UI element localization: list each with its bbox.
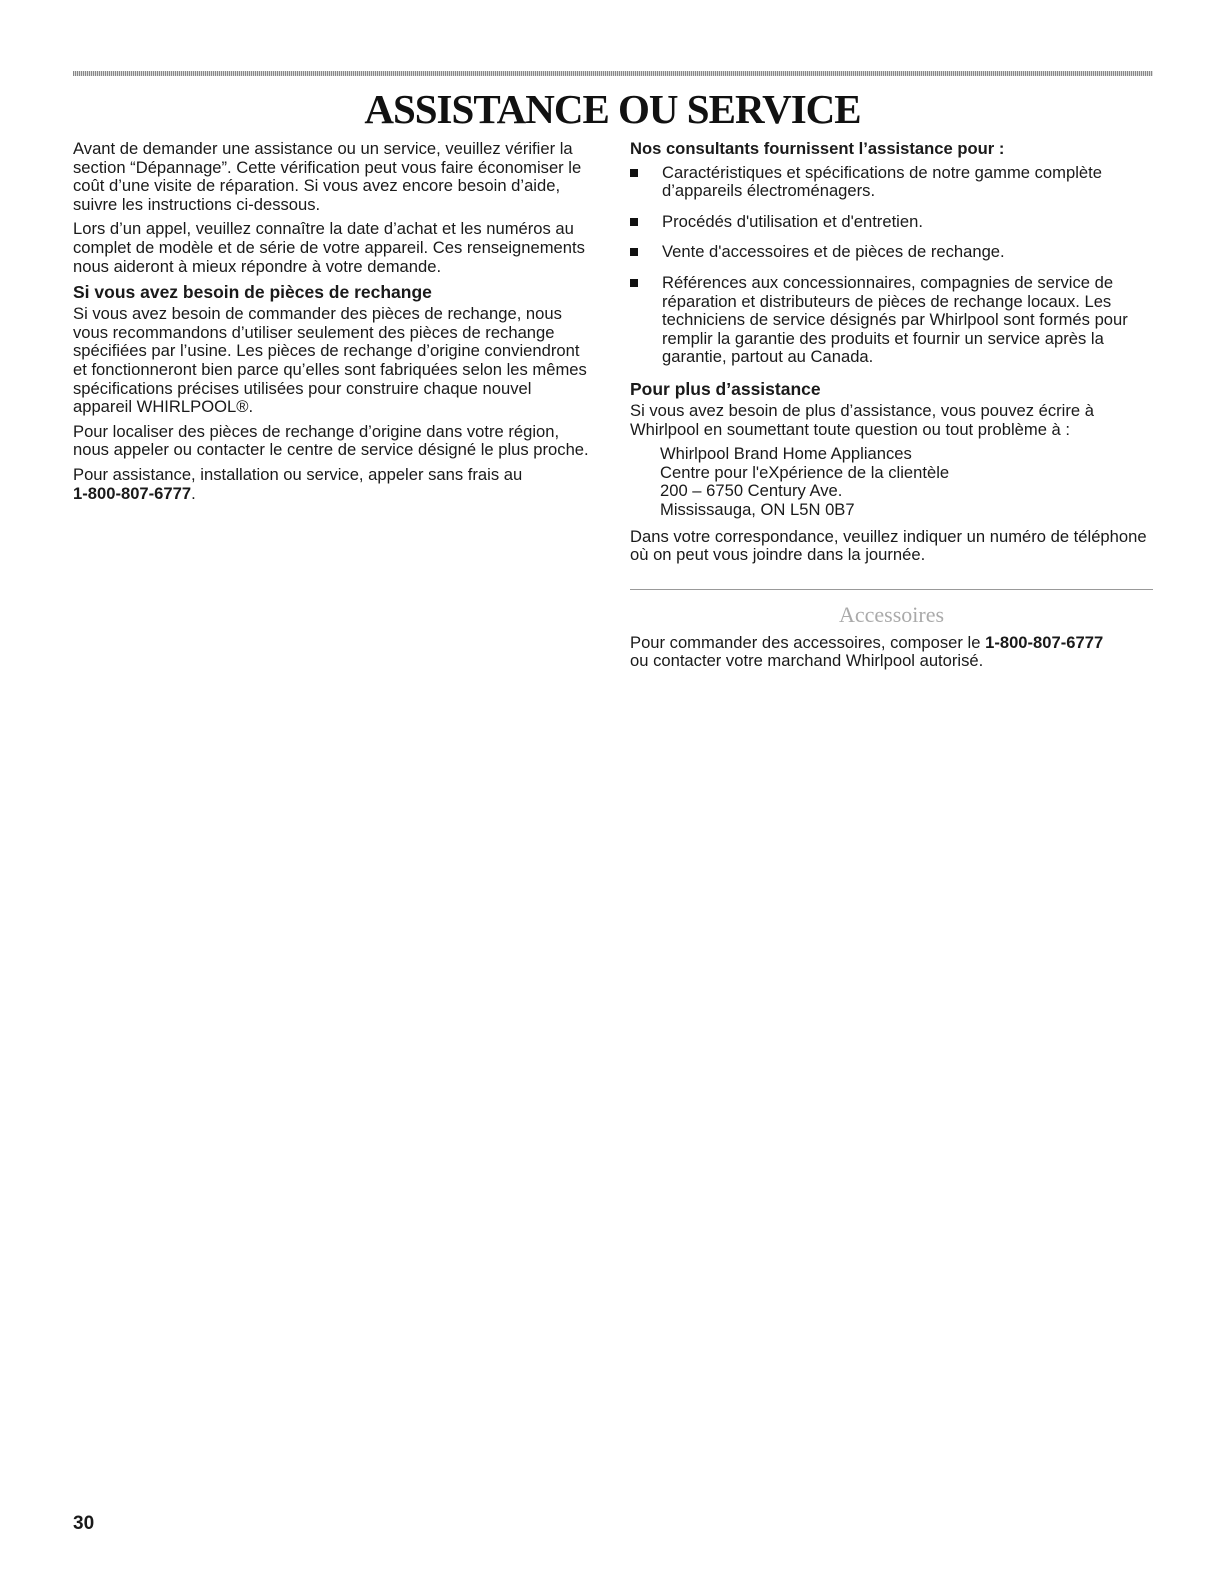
parts-paragraph: Si vous avez besoin de commander des pièces de rechange, nous vous recommandons d’utiliser seulement des pièces de rechange spécifiées par l’usine. Les pièces de rechange d’origine conviendront et fonctionneront bien parce qu’elles sont fabriquées selon les mêmes spécifications précises utilisées pour construire chaque nouvel appareil WHIRLPOOL®. bbox=[73, 304, 587, 417]
accessories-text-2: ou contacter votre marchand Whirlpool autorisé. bbox=[630, 651, 984, 671]
toll-free-text: Pour assistance, installation ou service, appeler sans frais au bbox=[73, 464, 523, 484]
bullet-square-icon bbox=[630, 279, 638, 287]
list-item: Références aux concessionnaires, compagnies de service de réparation et distributeurs de pièces de rechange locaux. Les techniciens de service désignés par Whirlpool sont formés pour remplir la garantie des produits et fournir un service après la garantie, partout au Canada. bbox=[630, 274, 1153, 367]
toll-free-period: . bbox=[191, 483, 196, 503]
list-item: Vente d'accessoires et de pièces de rechange. bbox=[630, 243, 1153, 262]
accessories-heading: Accessoires bbox=[838, 601, 945, 627]
locate-parts-paragraph: Pour localiser des pièces de rechange d’origine dans votre région, nous appeler ou contacter le centre de service désigné le plus proche. bbox=[73, 421, 589, 460]
bullet-square-icon bbox=[630, 218, 638, 226]
intro-paragraph: Avant de demander une assistance ou un service, veuillez vérifier la section “Dépannage”. Cette vérification peut vous faire économiser le coût d’une visite de réparation. Si vous avez encore besoin d’aide, suivre les instructions ci-dessous. bbox=[73, 139, 582, 214]
section-divider bbox=[630, 589, 1153, 590]
left-column bbox=[73, 140, 593, 509]
call-info-paragraph: Lors d’un appel, veuillez connaître la date d’achat et les numéros au complet de modèle et de série de votre appareil. Ces renseignements nous aideront à mieux répondre à votre demande. bbox=[73, 219, 585, 276]
toll-free-paragraph bbox=[73, 466, 593, 503]
bullet-square-icon bbox=[630, 169, 638, 177]
parts-heading: Si vous avez besoin de pièces de rechange bbox=[73, 282, 432, 303]
address-line: Mississauga, ON L5N 0B7 bbox=[660, 499, 855, 519]
top-decorative-rule bbox=[73, 71, 1153, 76]
correspondence-paragraph: Dans votre correspondance, veuillez indiquer un numéro de téléphone où on peut vous joindre dans la journée. bbox=[630, 526, 1147, 565]
address-line: Centre pour l'eXpérience de la clientèle bbox=[660, 462, 950, 482]
list-item: Procédés d'utilisation et d'entretien. bbox=[630, 213, 1153, 232]
page-title: ASSISTANCE OU SERVICE bbox=[364, 86, 861, 132]
accessories-text: Pour commander des accessoires, composer le bbox=[630, 632, 981, 652]
mailing-address bbox=[660, 445, 1153, 519]
more-assistance-paragraph: Si vous avez besoin de plus d’assistance, vous pouvez écrire à Whirlpool en soumettant toute question ou tout problème à : bbox=[630, 400, 1094, 439]
toll-free-phone: 1-800-807-6777 bbox=[73, 483, 192, 503]
accessories-phone: 1-800-807-6777 bbox=[985, 632, 1104, 652]
address-line: Whirlpool Brand Home Appliances bbox=[660, 444, 912, 464]
list-item: Caractéristiques et spécifications de notre gamme complète d’appareils électroménagers. bbox=[630, 164, 1153, 201]
right-column bbox=[630, 140, 1153, 677]
consultants-list bbox=[630, 164, 1153, 367]
more-assistance-heading: Pour plus d’assistance bbox=[630, 378, 821, 399]
consultants-heading: Nos consultants fournissent l’assistance pour : bbox=[630, 139, 1005, 158]
accessories-paragraph bbox=[630, 634, 1153, 671]
bullet-square-icon bbox=[630, 248, 638, 256]
page-number: 30 bbox=[73, 1513, 95, 1534]
address-line: 200 – 6750 Century Ave. bbox=[660, 481, 843, 501]
